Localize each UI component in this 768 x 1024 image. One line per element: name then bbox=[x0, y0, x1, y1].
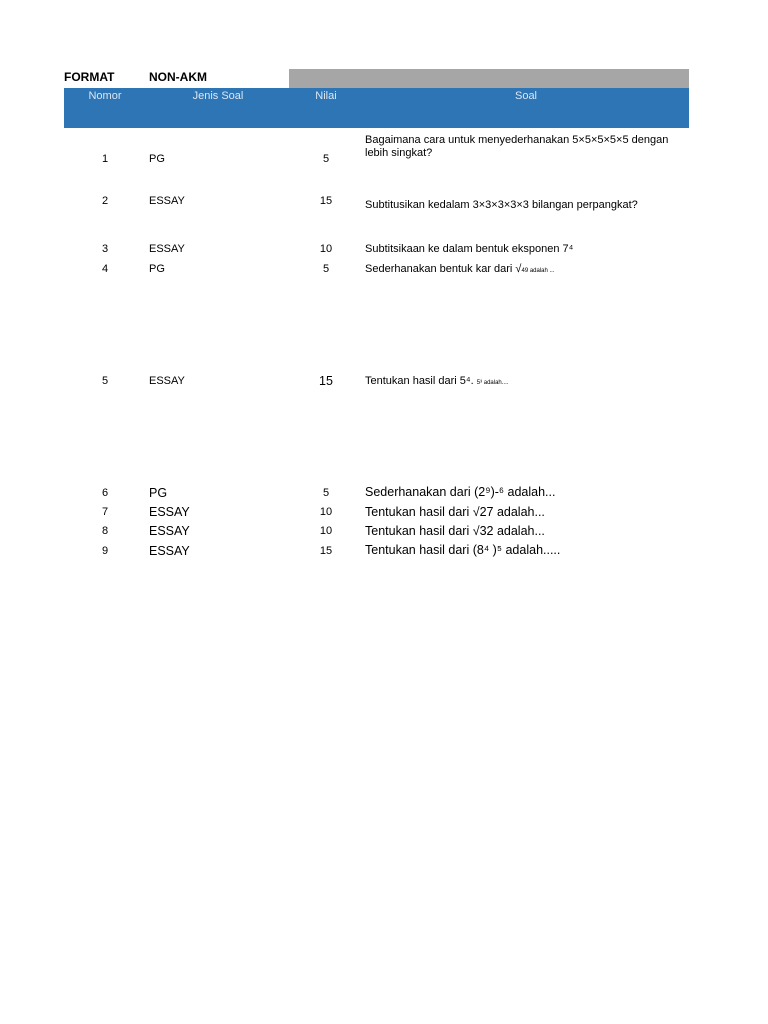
row-number: 3 bbox=[101, 243, 109, 255]
row-question-main: Tentukan hasil dari 5⁴. bbox=[365, 375, 477, 387]
row-question-main: Sederhanakan bentuk kar dari √ bbox=[365, 263, 522, 275]
row-type: ESSAY bbox=[149, 524, 190, 538]
row-type: ESSAY bbox=[149, 375, 185, 387]
row-number: 7 bbox=[101, 506, 109, 518]
row-type: PG bbox=[149, 486, 168, 500]
row-question bbox=[365, 263, 555, 275]
header-jenis-soal: Jenis Soal bbox=[192, 90, 244, 102]
format-label: FORMAT bbox=[64, 70, 115, 84]
row-number: 8 bbox=[101, 525, 109, 537]
header-nilai: Nilai bbox=[315, 90, 337, 102]
row-question-line2: lebih singkat? bbox=[365, 147, 433, 159]
row-score: 10 bbox=[319, 506, 333, 518]
table-header bbox=[64, 88, 689, 128]
row-number: 4 bbox=[101, 263, 109, 275]
row-question: Tentukan hasil dari √27 adalah... bbox=[365, 505, 545, 519]
row-question-small: 5³ adalah.... bbox=[476, 380, 509, 386]
row-question-line1: Bagaimana cara untuk menyederhanakan 5×5×5×5×5 dengan bbox=[365, 134, 669, 146]
row-type: ESSAY bbox=[149, 544, 190, 558]
row-score: 10 bbox=[319, 243, 333, 255]
row-type: ESSAY bbox=[149, 243, 185, 255]
row-score: 5 bbox=[322, 487, 330, 499]
row-score: 10 bbox=[319, 525, 333, 537]
row-question: Subtitusikan kedalam 3×3×3×3×3 bilangan perpangkat? bbox=[365, 199, 638, 211]
row-type: PG bbox=[149, 153, 165, 165]
row-score: 5 bbox=[322, 153, 330, 165]
row-question: Tentukan hasil dari (8⁴ )⁵ adalah..... bbox=[365, 543, 561, 557]
row-score: 15 bbox=[319, 374, 333, 388]
row-question: Subtitsikaan ke dalam bentuk eksponen 7⁴ bbox=[365, 243, 574, 255]
row-type: PG bbox=[149, 263, 165, 275]
row-question: Sederhanakan dari (2⁹)-⁶ adalah... bbox=[365, 485, 556, 499]
row-number: 9 bbox=[101, 545, 109, 557]
row-number: 6 bbox=[101, 487, 109, 499]
row-type: ESSAY bbox=[149, 505, 190, 519]
header-nomor: Nomor bbox=[88, 90, 122, 102]
row-score: 15 bbox=[319, 545, 333, 557]
row-question-small: 49 adalah ... bbox=[521, 268, 555, 274]
title-bar bbox=[289, 69, 689, 88]
row-number: 2 bbox=[101, 195, 109, 207]
row-type: ESSAY bbox=[149, 195, 185, 207]
row-score: 15 bbox=[319, 195, 333, 207]
row-number: 1 bbox=[101, 153, 109, 165]
header-soal: Soal bbox=[514, 90, 538, 102]
row-question bbox=[365, 375, 508, 387]
row-question: Tentukan hasil dari √32 adalah... bbox=[365, 524, 545, 538]
row-number: 5 bbox=[101, 375, 109, 387]
row-score: 5 bbox=[322, 263, 330, 275]
format-value: NON-AKM bbox=[149, 70, 207, 84]
